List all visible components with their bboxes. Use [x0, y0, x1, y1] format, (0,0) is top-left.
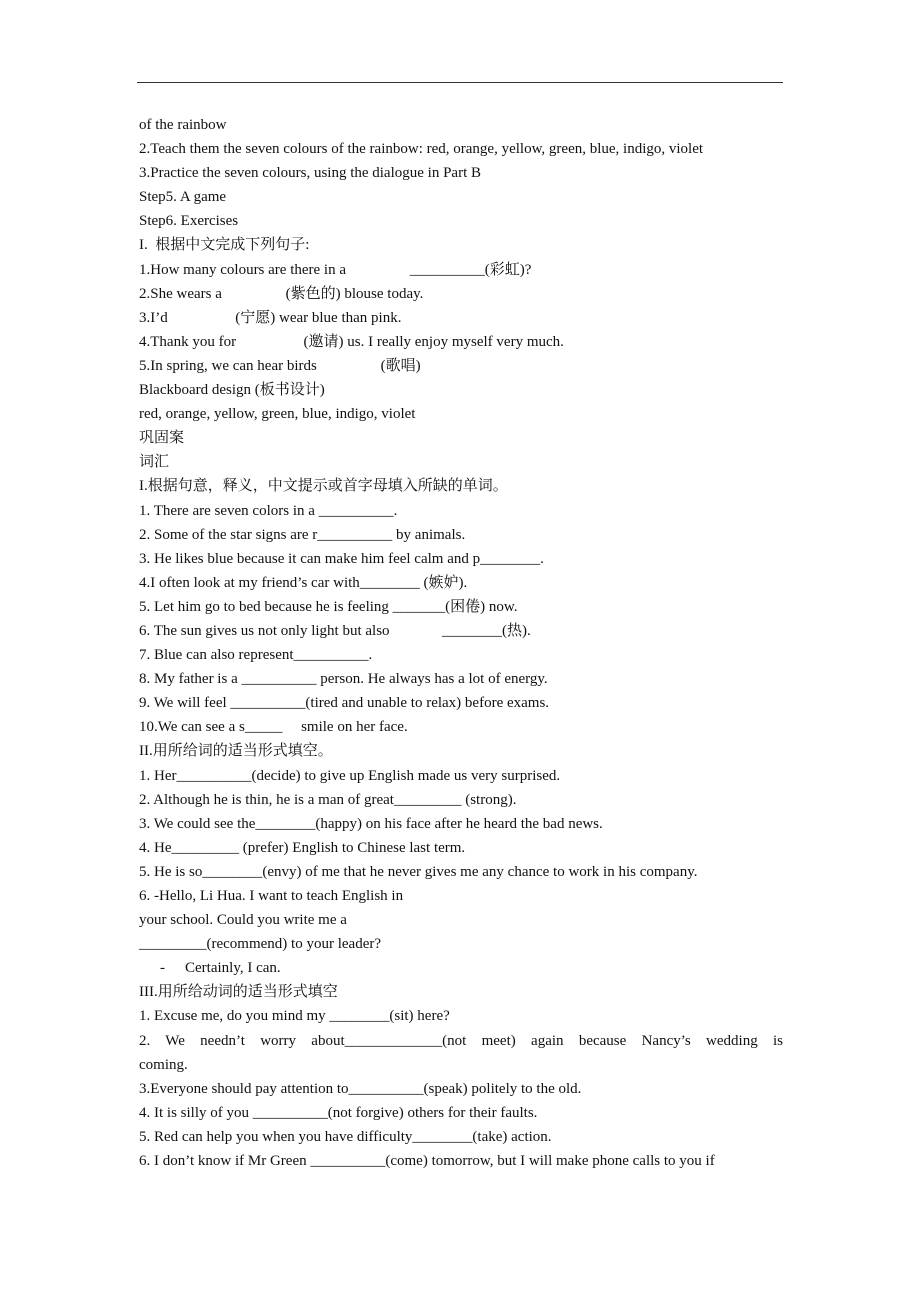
exercise-item: 1. There are seven colors in a __________.: [139, 502, 398, 519]
text-line: of the rainbow: [139, 117, 227, 133]
exercise-item: 2. Although he is thin, he is a man of great_________ (strong).: [139, 791, 517, 808]
exercise-item: 7. Blue can also represent__________.: [139, 647, 373, 664]
exercise-item: 4.Thank you for (邀请) us. I really enjoy myself very much.: [139, 333, 564, 350]
text-line: 2.Teach them the seven colours of the rainbow: red, orange, yellow, green, blue, indigo, violet: [139, 141, 704, 158]
reply-dash: -: [160, 960, 165, 977]
exercise-item: 4.I often look at my friend’s car with________ (嫉妒).: [139, 574, 468, 591]
section-heading: II.用所给词的适当形式填空。: [139, 743, 333, 760]
exercise-item: 5. Red can help you when you have difficulty________(take) action.: [139, 1128, 552, 1145]
section-heading: 词汇: [139, 454, 170, 471]
exercise-item: _________(recommend) to your leader?: [139, 936, 381, 953]
document-body: [139, 113, 783, 1173]
step6-heading: Step6. Exercises: [139, 213, 239, 230]
exercise-item: 2.She wears a (紫色的) blouse today.: [139, 285, 424, 302]
section-heading: I. 根据中文完成下列句子:: [139, 237, 310, 254]
text-line: red, orange, yellow, green, blue, indigo, violet: [139, 406, 416, 423]
exercise-item: your school. Could you write me a: [139, 912, 347, 929]
exercise-item: 5.In spring, we can hear birds (歌唱): [139, 357, 421, 374]
section-heading: I.根据句意，释义，中文提示或首字母填入所缺的单词。: [139, 478, 508, 495]
exercise-item: 1. Her__________(decide) to give up English made us very surprised.: [139, 767, 561, 784]
section-heading: III.用所给动词的适当形式填空: [139, 984, 338, 1001]
exercise-item: 3.I’d (宁愿) wear blue than pink.: [139, 309, 402, 326]
exercise-item: 6. I don’t know if Mr Green __________(come) tomorrow, but I will make phone calls to you if: [139, 1153, 715, 1170]
text-line: 3.Practice the seven colours, using the dialogue in Part B: [139, 165, 482, 182]
step5-heading: Step5. A game: [139, 189, 227, 206]
exercise-item: 2. Some of the star signs are r__________ by animals.: [139, 526, 466, 543]
exercise-item: 3.Everyone should pay attention to__________(speak) politely to the old.: [139, 1080, 582, 1097]
exercise-item: 8. My father is a __________ person. He always has a lot of energy.: [139, 671, 548, 688]
exercise-item: 5. He is so________(envy) of me that he never gives me any chance to work in his company.: [139, 863, 698, 880]
exercise-item: 2. We needn’t worry about_____________(not meet) again because Nancy’s wedding is: [139, 1032, 783, 1049]
header-rule: [137, 82, 783, 83]
exercise-item: 1. Excuse me, do you mind my ________(sit) here?: [139, 1008, 450, 1025]
exercise-item: 10.We can see a s_____ smile on her face.: [139, 719, 408, 736]
exercise-item: 1.How many colours are there in a __________(彩虹)?: [139, 261, 532, 278]
exercise-item: 6. The sun gives us not only light but also ________(热).: [139, 622, 531, 639]
reply-text: Certainly, I can.: [185, 960, 281, 977]
exercise-item: 9. We will feel __________(tired and unable to relax) before exams.: [139, 695, 550, 712]
exercise-item: 3. He likes blue because it can make him feel calm and p________.: [139, 550, 544, 567]
dialogue-reply: [139, 956, 783, 980]
section-heading: 巩固案: [139, 430, 185, 447]
exercise-item: coming.: [139, 1056, 188, 1073]
exercise-item: 4. It is silly of you __________(not forgive) others for their faults.: [139, 1104, 538, 1121]
exercise-item: 6. -Hello, Li Hua. I want to teach English in: [139, 888, 404, 904]
exercise-item: 4. He_________ (prefer) English to Chinese last term.: [139, 839, 466, 856]
blackboard-heading: Blackboard design (板书设计): [139, 382, 325, 399]
exercise-item: 5. Let him go to bed because he is feeling _______(困倦) now.: [139, 598, 518, 615]
exercise-item: 3. We could see the________(happy) on his face after he heard the bad news.: [139, 815, 603, 832]
